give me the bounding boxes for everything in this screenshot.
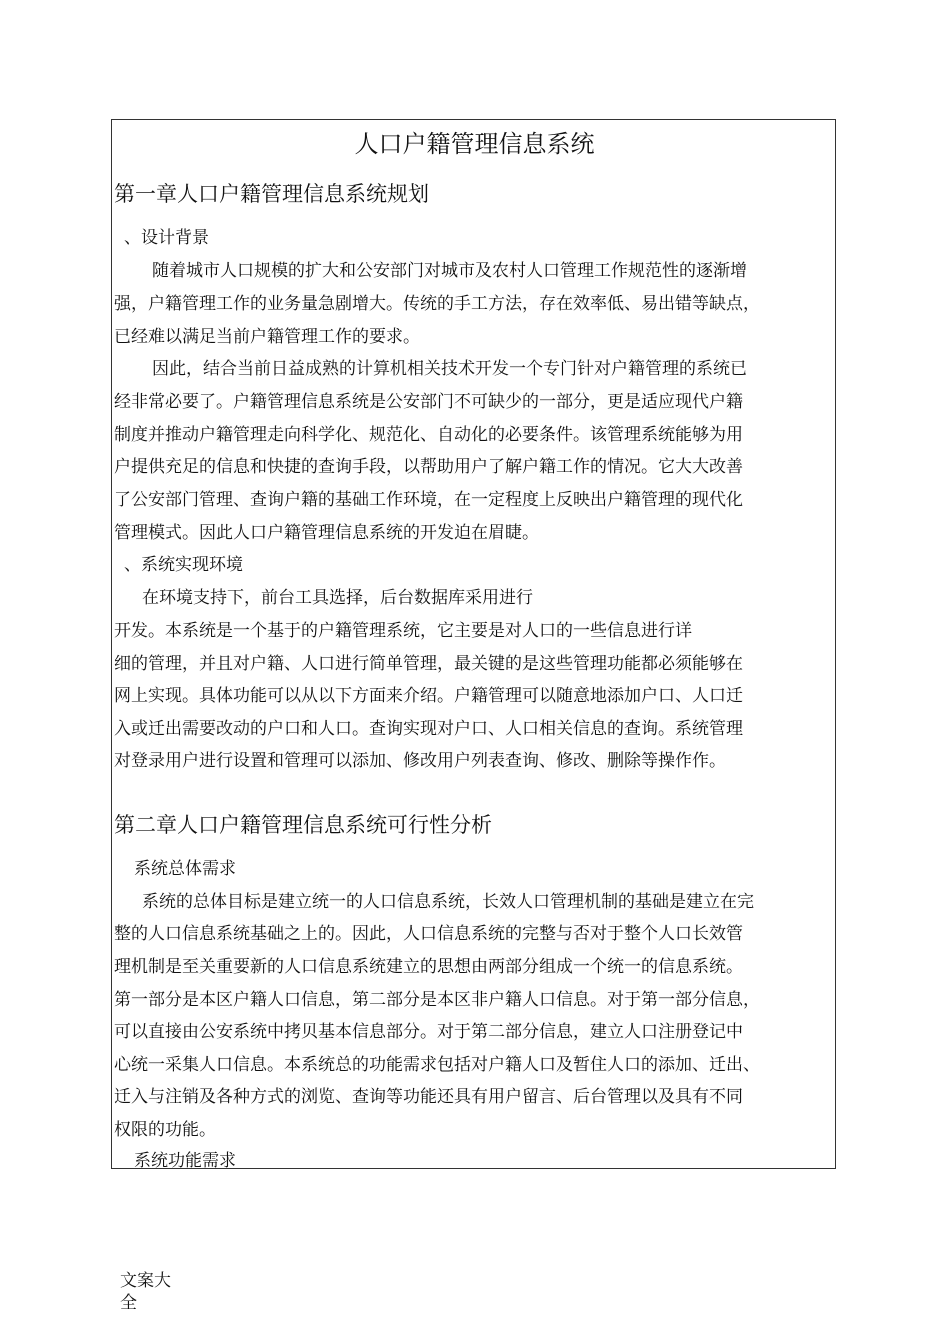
footer-text: [120, 1270, 171, 1314]
paragraph-line: 户提供充足的信息和快捷的查询手段，以帮助用户了解户籍工作的情况。它大大改善: [114, 457, 743, 477]
paragraph-line: 权限的功能。: [114, 1120, 216, 1140]
paragraph-line: 第一部分是本区户籍人口信息，第二部分是本区非户籍人口信息。对于第一部分信息，: [114, 990, 760, 1010]
chapter-1-heading: 第一章人口户籍管理信息系统规划: [114, 182, 429, 206]
paragraph-line: 已经难以满足当前户籍管理工作的要求。: [114, 327, 420, 347]
paragraph-line: 强，户籍管理工作的业务量急剧增大。传统的手工方法，存在效率低、易出错等缺点，: [114, 294, 760, 314]
paragraph-line: 理机制是至关重要新的人口信息系统建立的思想由两部分组成一个统一的信息系统。: [114, 957, 743, 977]
paragraph-line: 细的管理，并且对户籍、人口进行简单管理，最关键的是这些管理功能都必须能够在: [114, 654, 743, 674]
section-overall-requirements: 系统总体需求: [134, 859, 236, 879]
paragraph-line: 在环境支持下，前台工具选择，后台数据库采用进行: [142, 588, 533, 608]
document-frame: [111, 119, 836, 1169]
paragraph-line: 系统的总体目标是建立统一的人口信息系统，长效人口管理机制的基础是建立在完: [142, 892, 754, 912]
paragraph-line: 了公安部门管理、查询户籍的基础工作环境，在一定程度上反映出户籍管理的现代化: [114, 490, 743, 510]
section-design-background: 、设计背景: [124, 228, 209, 248]
footer-line-1: 文案大: [120, 1271, 171, 1291]
paragraph-line: 迁入与注销及各种方式的浏览、查询等功能还具有用户留言、后台管理以及具有不同: [114, 1087, 743, 1107]
document-title: 人口户籍管理信息系统: [354, 130, 595, 158]
footer-line-2: 全: [120, 1293, 137, 1313]
paragraph-line: 随着城市人口规模的扩大和公安部门对城市及农村人口管理工作规范性的逐渐增: [152, 261, 747, 281]
chapter-2-heading: 第二章人口户籍管理信息系统可行性分析: [114, 813, 492, 837]
paragraph-line: 心统一采集人口信息。本系统总的功能需求包括对户籍人口及暂住人口的添加、迁出、: [114, 1055, 760, 1075]
paragraph-line: 整的人口信息系统基础之上的。因此，人口信息系统的完整与否对于整个人口长效管: [114, 924, 743, 944]
section-system-environment: 、系统实现环境: [124, 555, 243, 575]
paragraph-line: 入或迁出需要改动的户口和人口。查询实现对户口、人口相关信息的查询。系统管理: [114, 719, 743, 739]
paragraph-line: 制度并推动户籍管理走向科学化、规范化、自动化的必要条件。该管理系统能够为用: [114, 425, 743, 445]
paragraph-line: 对登录用户进行设置和管理可以添加、修改用户列表查询、修改、删除等操作作。: [114, 751, 726, 771]
paragraph-line: 经非常必要了。户籍管理信息系统是公安部门不可缺少的一部分，更是适应现代户籍: [114, 392, 743, 412]
paragraph-line: 开发。本系统是一个基于的户籍管理系统，它主要是对人口的一些信息进行详: [114, 621, 692, 641]
section-functional-requirements: 系统功能需求: [134, 1151, 236, 1171]
paragraph-line: 因此，结合当前日益成熟的计算机相关技术开发一个专门针对户籍管理的系统已: [152, 359, 747, 379]
paragraph-line: 管理模式。因此人口户籍管理信息系统的开发迫在眉睫。: [114, 523, 539, 543]
paragraph-line: 可以直接由公安系统中拷贝基本信息部分。对于第二部分信息，建立人口注册登记中: [114, 1022, 743, 1042]
paragraph-line: 网上实现。具体功能可以从以下方面来介绍。户籍管理可以随意地添加户口、人口迁: [114, 686, 743, 706]
